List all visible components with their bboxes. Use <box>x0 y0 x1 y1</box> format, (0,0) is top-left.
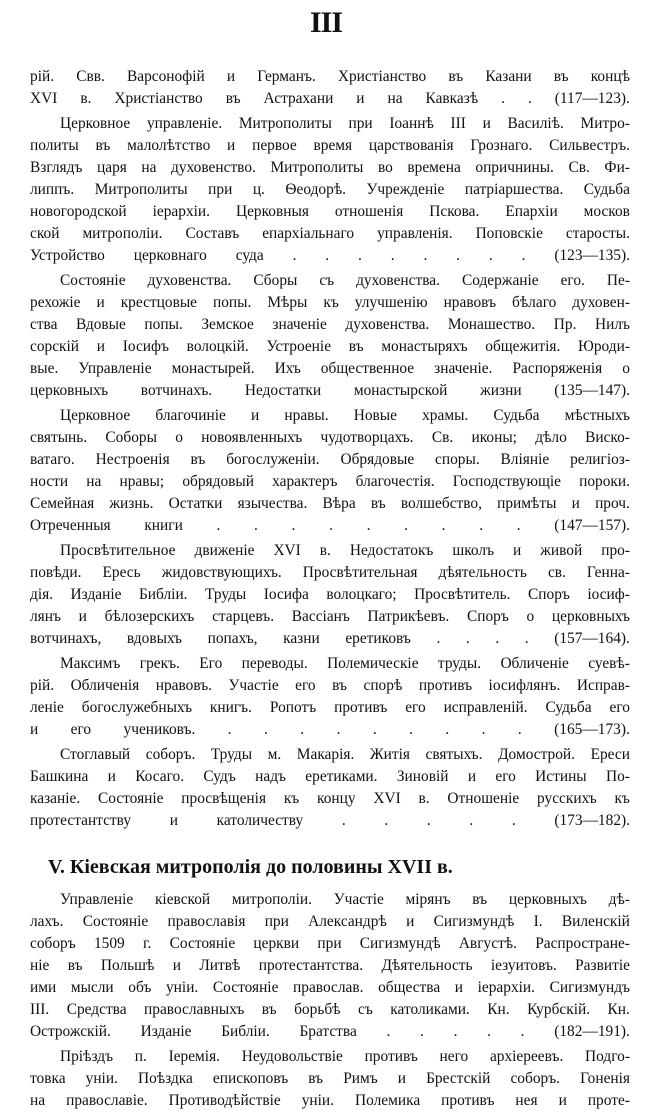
text-line: Семейная жизнь. Остатки язычества. Вѣра въ волшебство, примѣты и проч. <box>30 495 630 512</box>
table-of-contents-text <box>30 66 630 1115</box>
text-line: дія. Изданіе Библіи. Труды Іосифа волоцкаго; Просвѣтитель. Споръ іосиф- <box>30 586 630 603</box>
paragraph <box>30 1046 630 1112</box>
text-line: церковныхъ вотчинахъ. Недостатки монастырской жизни (135—147). <box>30 382 630 399</box>
text-line: казаніе. Состояніе просвѣщенія къ концу XVI в. Отношеніе русскихъ къ <box>30 790 630 807</box>
text-line: Острожскій. Изданіе Библіи. Братства . . . . . (182—191). <box>30 1023 630 1040</box>
text-line: Башкина и Косаго. Судъ надъ еретиками. Зиновій и его Истины По- <box>30 768 630 785</box>
paragraphs-before-section <box>30 66 630 835</box>
text-line: ніе въ Польшѣ и Литвѣ протестантства. Дѣятельность іезуитовъ. Развитіе <box>30 957 630 974</box>
text-line: рехожіе и крестцовые попы. Мѣры къ улучшенію нравовъ бѣлаго духовен- <box>30 294 630 311</box>
text-line: святынь. Соборы о новоявленныхъ чудотворцахъ. Св. иконы; дѣло Виско- <box>30 429 630 446</box>
text-line: ности на нравы; обрядовый характеръ благочестія. Господствующіе пороки. <box>30 473 630 490</box>
text-line: протестантству и католичеству . . . . . (173—182). <box>30 812 630 829</box>
text-line: Церковное благочиніе и нравы. Новые храмы. Судьба мѣстныхъ <box>60 407 630 424</box>
text-line: Устройство церковнаго суда . . . . . . . . (123—135). <box>30 247 630 264</box>
paragraph <box>30 653 630 741</box>
text-line: ства Вдовые попы. Земское значеніе духовенства. Монашество. Пр. Нилъ <box>30 316 630 333</box>
text-line: ской митрополіи. Составъ епархіальнаго управленія. Поповскіе старосты. <box>30 225 630 242</box>
text-line: Пріѣздъ п. Іеремія. Неудовольствіе противъ него архіереевъ. Подго- <box>60 1048 630 1065</box>
text-line: Максимъ грекъ. Его переводы. Полемическіе труды. Обличеніе суевѣ- <box>60 655 630 672</box>
paragraph <box>30 744 630 832</box>
text-line: лянъ и бѣлозерскихъ старцевъ. Вассіанъ Патрикѣевъ. Споръ о церковныхъ <box>30 608 630 625</box>
text-line: Управленіе кіевской митрополіи. Участіе мірянъ въ церковныхъ дѣ- <box>60 891 630 908</box>
text-line: рій. Свв. Варсонофій и Германъ. Христіанство въ Казани въ концѣ <box>30 68 630 85</box>
text-line: политы въ малолѣтство и первое время царствованія Грознаго. Сильвестръ. <box>30 137 630 154</box>
text-line: Взглядъ царя на духовенство. Митрополиты во времена опричнины. Св. Фи- <box>30 159 630 176</box>
paragraph <box>30 540 630 650</box>
page-number: III <box>309 6 343 39</box>
text-line: повѣди. Ересь жидовствующихъ. Просвѣтительная дѣятельность св. Генна- <box>30 564 630 581</box>
text-line: Отреченныя книги . . . . . . . . . (147—157). <box>30 517 630 534</box>
text-line: вые. Управленіе монастырей. Ихъ общественное значеніе. Распоряженія о <box>30 360 630 377</box>
text-line: ватаго. Нестроенія въ богослуженіи. Обрядовые споры. Вліяніе религіоз- <box>30 451 630 468</box>
text-line: леніе богослужебныхъ книгъ. Ропотъ противъ его исправленій. Судьба его <box>30 699 630 716</box>
paragraph <box>30 66 630 110</box>
text-line: XVI в. Христіанство въ Астрахани и на Кавказѣ . . (117—123). <box>30 90 630 107</box>
text-line: лахъ. Состояніе православія при Александрѣ и Сигизмундѣ I. Виленскій <box>30 913 630 930</box>
text-line: и его учениковъ. . . . . . . . . . (165—173). <box>30 721 630 738</box>
text-line: вотчинахъ, вдовыхъ попахъ, казни еретиковъ . . . . (157—164). <box>30 630 630 647</box>
section-heading: V. Кіевская митрополія до половины XVII в. <box>48 856 453 878</box>
paragraph <box>30 889 630 1043</box>
text-line: сорскій и Іосифъ волоцкій. Устроеніе въ монастыряхъ общежитія. Юроди- <box>30 338 630 355</box>
text-line: товка уніи. Поѣздка епископовъ въ Римъ и Брестскій соборъ. Гоненія <box>30 1070 630 1087</box>
text-line: Стоглавый соборъ. Труды м. Макарія. Житія святыхъ. Домострой. Ереси <box>60 746 630 763</box>
text-line: на православіе. Противодѣйствіе уніи. Полемика противъ нея и проте- <box>30 1092 630 1109</box>
text-line: липпъ. Митрополиты при ц. Ѳеодорѣ. Учрежденіе патріаршества. Судьба <box>30 181 630 198</box>
paragraph <box>30 113 630 267</box>
text-line: ими мысли объ уніи. Состояніе православ. общества и іерархіи. Сигизмундъ <box>30 979 630 996</box>
text-line: Состояніе духовенства. Сборы съ духовенства. Содержаніе его. Пе- <box>60 272 630 289</box>
paragraphs-after-section <box>30 889 630 1115</box>
text-line: новогородской іерархіи. Церковныя отношенія Пскова. Епархіи москов <box>30 203 630 220</box>
text-line: Церковное управленіе. Митрополиты при Іоаннѣ III и Василіѣ. Митро- <box>60 115 630 132</box>
paragraph <box>30 270 630 402</box>
paragraph <box>30 405 630 537</box>
text-line: рій. Обличенія нравовъ. Участіе его въ спорѣ противъ іосифлянъ. Исправ- <box>30 677 630 694</box>
text-line: III. Средства православныхъ въ борьбѣ съ католиками. Кн. Курбскій. Кн. <box>30 1001 630 1018</box>
text-line: соборъ 1509 г. Состояніе церкви при Сигизмундѣ Августѣ. Распростране- <box>30 935 630 952</box>
text-line: Просвѣтительное движеніе XVI в. Недостатокъ школъ и живой про- <box>60 542 630 559</box>
